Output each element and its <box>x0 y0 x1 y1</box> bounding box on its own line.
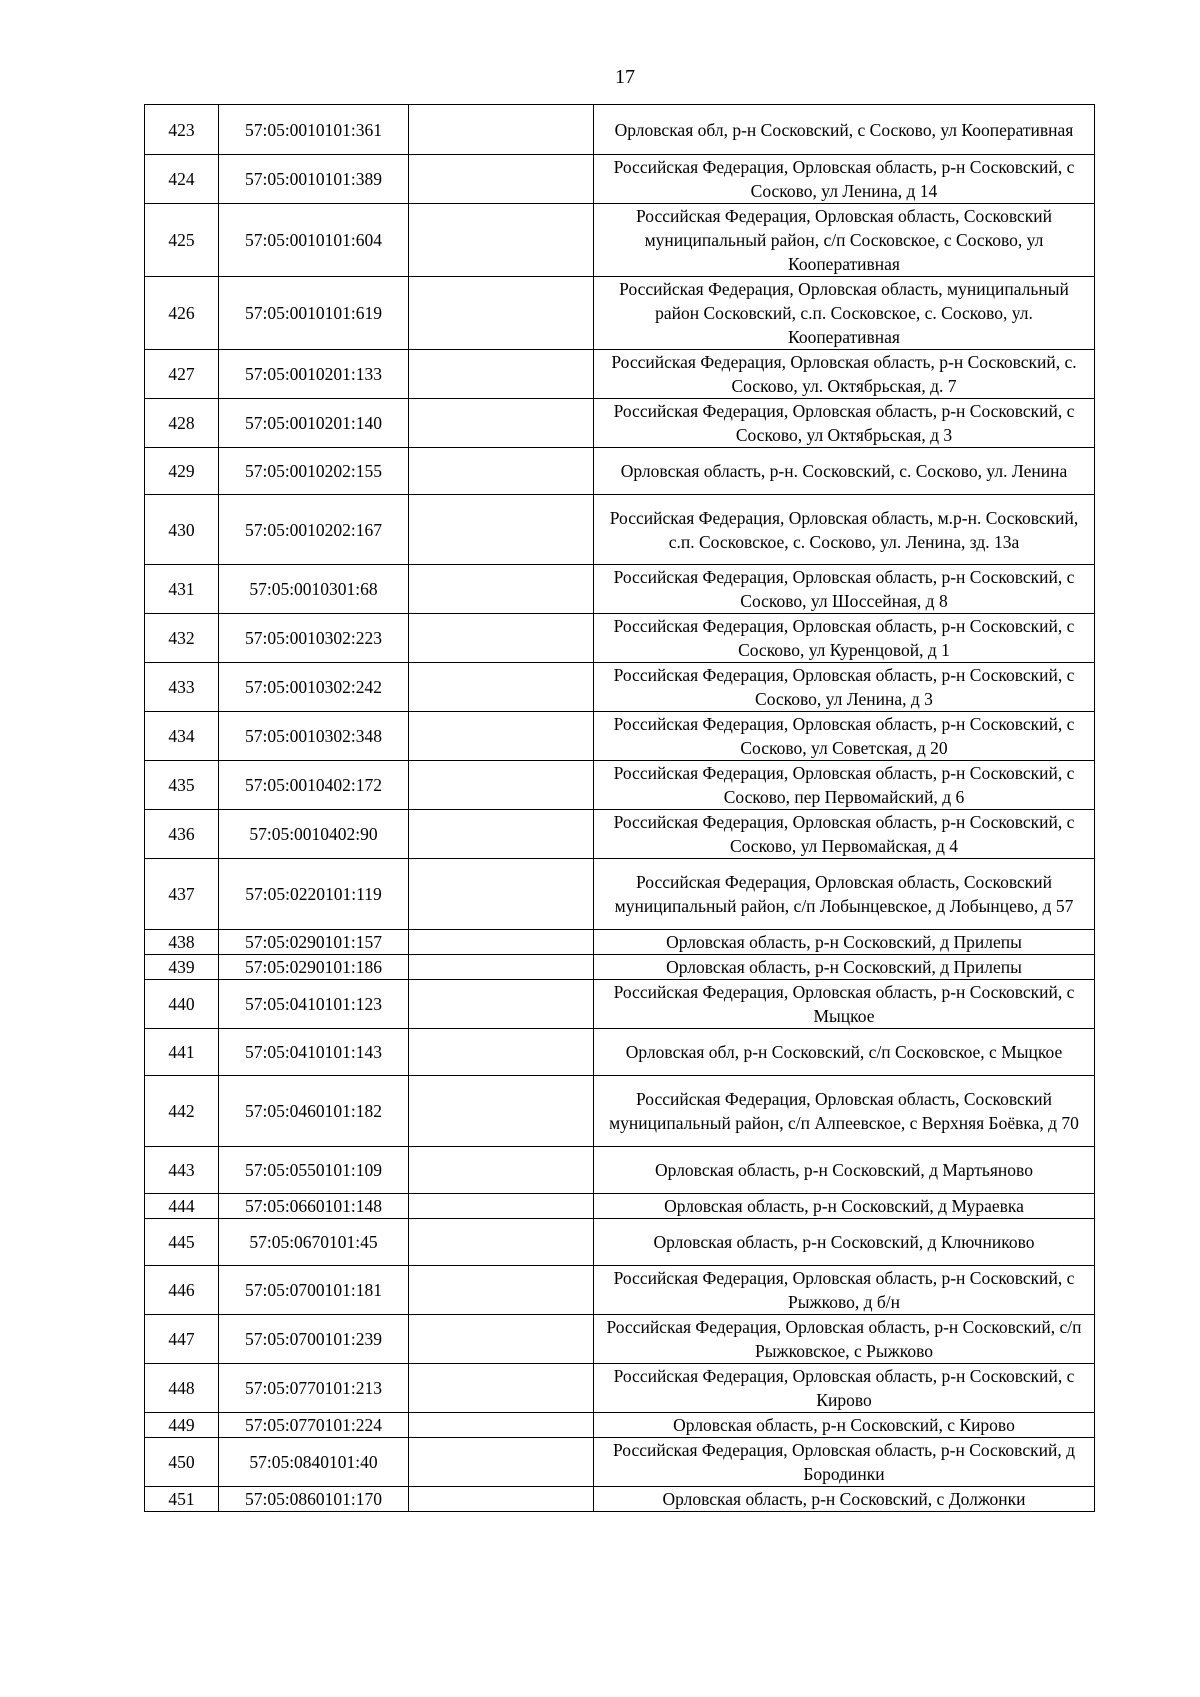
empty-cell <box>409 761 594 810</box>
cadastral-number-cell: 57:05:0410101:143 <box>219 1029 409 1076</box>
row-number-cell: 439 <box>145 955 219 980</box>
empty-cell <box>409 980 594 1029</box>
address-cell: Орловская область, р-н. Сосковский, с. Сосково, ул. Ленина <box>594 448 1095 495</box>
table-row <box>145 155 1095 204</box>
row-number-cell: 450 <box>145 1438 219 1487</box>
cadastral-number-cell: 57:05:0010101:604 <box>219 204 409 277</box>
address-cell: Российская Федерация, Орловская область, Сосковский муниципальный район, с/п Алпеевское, с Верхняя Боёвка, д 70 <box>594 1076 1095 1147</box>
cadastral-number-cell: 57:05:0010201:140 <box>219 399 409 448</box>
cadastral-number-cell: 57:05:0460101:182 <box>219 1076 409 1147</box>
cadastral-number-cell: 57:05:0290101:157 <box>219 930 409 955</box>
cadastral-number-cell: 57:05:0770101:213 <box>219 1364 409 1413</box>
table-row <box>145 448 1095 495</box>
table-row <box>145 204 1095 277</box>
table-row <box>145 810 1095 859</box>
address-cell: Российская Федерация, Орловская область, м.р-н. Сосковский, с.п. Сосковское, с. Сосково, ул. Ленина, зд. 13а <box>594 495 1095 565</box>
cadastral-number-cell: 57:05:0010302:242 <box>219 663 409 712</box>
table-row <box>145 614 1095 663</box>
cadastral-number-cell: 57:05:0010402:90 <box>219 810 409 859</box>
address-cell: Российская Федерация, Орловская область, р-н Сосковский, с Сосково, ул Шоссейная, д 8 <box>594 565 1095 614</box>
cadastral-number-cell: 57:05:0700101:239 <box>219 1315 409 1364</box>
empty-cell <box>409 1076 594 1147</box>
empty-cell <box>409 810 594 859</box>
address-cell: Орловская область, р-н Сосковский, д Прилепы <box>594 930 1095 955</box>
table-row <box>145 1364 1095 1413</box>
empty-cell <box>409 859 594 930</box>
empty-cell <box>409 663 594 712</box>
empty-cell <box>409 1315 594 1364</box>
row-number-cell: 436 <box>145 810 219 859</box>
row-number-cell: 442 <box>145 1076 219 1147</box>
row-number-cell: 444 <box>145 1194 219 1219</box>
empty-cell <box>409 1364 594 1413</box>
cadastral-number-cell: 57:05:0660101:148 <box>219 1194 409 1219</box>
address-cell: Орловская область, р-н Сосковский, д Мураевка <box>594 1194 1095 1219</box>
table-row <box>145 350 1095 399</box>
row-number-cell: 449 <box>145 1413 219 1438</box>
row-number-cell: 451 <box>145 1487 219 1512</box>
empty-cell <box>409 1487 594 1512</box>
empty-cell <box>409 614 594 663</box>
table-row <box>145 980 1095 1029</box>
address-cell: Орловская область, р-н Сосковский, д Прилепы <box>594 955 1095 980</box>
table-row <box>145 495 1095 565</box>
table-body <box>145 105 1095 1512</box>
row-number-cell: 430 <box>145 495 219 565</box>
empty-cell <box>409 495 594 565</box>
empty-cell <box>409 155 594 204</box>
empty-cell <box>409 204 594 277</box>
cadastral-number-cell: 57:05:0410101:123 <box>219 980 409 1029</box>
table-row <box>145 565 1095 614</box>
cadastral-number-cell: 57:05:0860101:170 <box>219 1487 409 1512</box>
address-cell: Российская Федерация, Орловская область, муниципальный район Сосковский, с.п. Сосковское, с. Сосково, ул. Кооперативная <box>594 277 1095 350</box>
table-row <box>145 1266 1095 1315</box>
address-cell: Российская Федерация, Орловская область, р-н Сосковский, с Кирово <box>594 1364 1095 1413</box>
table-row <box>145 859 1095 930</box>
cadastral-number-cell: 57:05:0010402:172 <box>219 761 409 810</box>
empty-cell <box>409 1194 594 1219</box>
row-number-cell: 428 <box>145 399 219 448</box>
row-number-cell: 443 <box>145 1147 219 1194</box>
empty-cell <box>409 1438 594 1487</box>
row-number-cell: 447 <box>145 1315 219 1364</box>
table-row <box>145 930 1095 955</box>
address-cell: Российская Федерация, Орловская область, р-н Сосковский, с Сосково, ул Ленина, д 14 <box>594 155 1095 204</box>
row-number-cell: 426 <box>145 277 219 350</box>
address-cell: Российская Федерация, Орловская область, р-н Сосковский, с Сосково, ул Куренцовой, д 1 <box>594 614 1095 663</box>
cadastral-number-cell: 57:05:0010101:389 <box>219 155 409 204</box>
address-cell: Российская Федерация, Орловская область, Сосковский муниципальный район, с/п Лобынцевское, д Лобынцево, д 57 <box>594 859 1095 930</box>
empty-cell <box>409 565 594 614</box>
address-cell: Орловская область, р-н Сосковский, с Должонки <box>594 1487 1095 1512</box>
cadastral-number-cell: 57:05:0010302:348 <box>219 712 409 761</box>
empty-cell <box>409 955 594 980</box>
table-row <box>145 1076 1095 1147</box>
row-number-cell: 435 <box>145 761 219 810</box>
row-number-cell: 431 <box>145 565 219 614</box>
cadastral-number-cell: 57:05:0220101:119 <box>219 859 409 930</box>
address-cell: Российская Федерация, Орловская область, р-н Сосковский, с Сосково, ул Октябрьская, д 3 <box>594 399 1095 448</box>
table-row <box>145 1147 1095 1194</box>
address-cell: Российская Федерация, Орловская область, р-н Сосковский, д Бородинки <box>594 1438 1095 1487</box>
table-row <box>145 399 1095 448</box>
address-cell: Российская Федерация, Орловская область, Сосковский муниципальный район, с/п Сосковское, с Сосково, ул Кооперативная <box>594 204 1095 277</box>
cadastral-number-cell: 57:05:0010202:167 <box>219 495 409 565</box>
cadastral-number-cell: 57:05:0770101:224 <box>219 1413 409 1438</box>
address-cell: Орловская обл, р-н Сосковский, с Сосково, ул Кооперативная <box>594 105 1095 155</box>
address-cell: Российская Федерация, Орловская область, р-н Сосковский, с Мыцкое <box>594 980 1095 1029</box>
empty-cell <box>409 105 594 155</box>
cadastral-number-cell: 57:05:0010101:361 <box>219 105 409 155</box>
empty-cell <box>409 1029 594 1076</box>
address-cell: Российская Федерация, Орловская область, р-н Сосковский, с Рыжково, д б/н <box>594 1266 1095 1315</box>
empty-cell <box>409 1266 594 1315</box>
row-number-cell: 433 <box>145 663 219 712</box>
empty-cell <box>409 930 594 955</box>
table-row <box>145 1315 1095 1364</box>
cadastral-number-cell: 57:05:0010202:155 <box>219 448 409 495</box>
row-number-cell: 440 <box>145 980 219 1029</box>
row-number-cell: 438 <box>145 930 219 955</box>
row-number-cell: 427 <box>145 350 219 399</box>
address-cell: Российская Федерация, Орловская область, р-н Сосковский, с. Сосково, ул. Октябрьская, д. 7 <box>594 350 1095 399</box>
address-cell: Российская Федерация, Орловская область, р-н Сосковский, с Сосково, пер Первомайский, д 6 <box>594 761 1095 810</box>
address-cell: Орловская область, р-н Сосковский, с Кирово <box>594 1413 1095 1438</box>
row-number-cell: 445 <box>145 1219 219 1266</box>
table-row <box>145 1194 1095 1219</box>
table-row <box>145 955 1095 980</box>
cadastral-number-cell: 57:05:0290101:186 <box>219 955 409 980</box>
cadastral-number-cell: 57:05:0700101:181 <box>219 1266 409 1315</box>
cadastral-number-cell: 57:05:0010201:133 <box>219 350 409 399</box>
empty-cell <box>409 448 594 495</box>
row-number-cell: 448 <box>145 1364 219 1413</box>
table-row <box>145 1219 1095 1266</box>
cadastral-number-cell: 57:05:0010101:619 <box>219 277 409 350</box>
table-row <box>145 1438 1095 1487</box>
table-row <box>145 761 1095 810</box>
table-row <box>145 712 1095 761</box>
address-cell: Орловская обл, р-н Сосковский, с/п Сосковское, с Мыцкое <box>594 1029 1095 1076</box>
empty-cell <box>409 1219 594 1266</box>
empty-cell <box>409 712 594 761</box>
cadastral-number-cell: 57:05:0010302:223 <box>219 614 409 663</box>
address-cell: Орловская область, р-н Сосковский, д Ключниково <box>594 1219 1095 1266</box>
address-cell: Орловская область, р-н Сосковский, д Мартьяново <box>594 1147 1095 1194</box>
row-number-cell: 434 <box>145 712 219 761</box>
empty-cell <box>409 1413 594 1438</box>
table-row <box>145 1487 1095 1512</box>
cadastral-table <box>144 104 1095 1512</box>
address-cell: Российская Федерация, Орловская область, р-н Сосковский, с/п Рыжковское, с Рыжково <box>594 1315 1095 1364</box>
table-row <box>145 1029 1095 1076</box>
cadastral-number-cell: 57:05:0840101:40 <box>219 1438 409 1487</box>
row-number-cell: 424 <box>145 155 219 204</box>
address-cell: Российская Федерация, Орловская область, р-н Сосковский, с Сосково, ул Ленина, д 3 <box>594 663 1095 712</box>
row-number-cell: 423 <box>145 105 219 155</box>
empty-cell <box>409 399 594 448</box>
address-cell: Российская Федерация, Орловская область, р-н Сосковский, с Сосково, ул Первомайская, д 4 <box>594 810 1095 859</box>
table-row <box>145 1413 1095 1438</box>
cadastral-number-cell: 57:05:0550101:109 <box>219 1147 409 1194</box>
row-number-cell: 429 <box>145 448 219 495</box>
table-row <box>145 105 1095 155</box>
empty-cell <box>409 350 594 399</box>
table-row <box>145 277 1095 350</box>
cadastral-number-cell: 57:05:0670101:45 <box>219 1219 409 1266</box>
cadastral-number-cell: 57:05:0010301:68 <box>219 565 409 614</box>
row-number-cell: 437 <box>145 859 219 930</box>
empty-cell <box>409 1147 594 1194</box>
row-number-cell: 432 <box>145 614 219 663</box>
row-number-cell: 446 <box>145 1266 219 1315</box>
table-row <box>145 663 1095 712</box>
row-number-cell: 425 <box>145 204 219 277</box>
row-number-cell: 441 <box>145 1029 219 1076</box>
empty-cell <box>409 277 594 350</box>
address-cell: Российская Федерация, Орловская область, р-н Сосковский, с Сосково, ул Советская, д 20 <box>594 712 1095 761</box>
page-number: 17 <box>615 66 635 88</box>
